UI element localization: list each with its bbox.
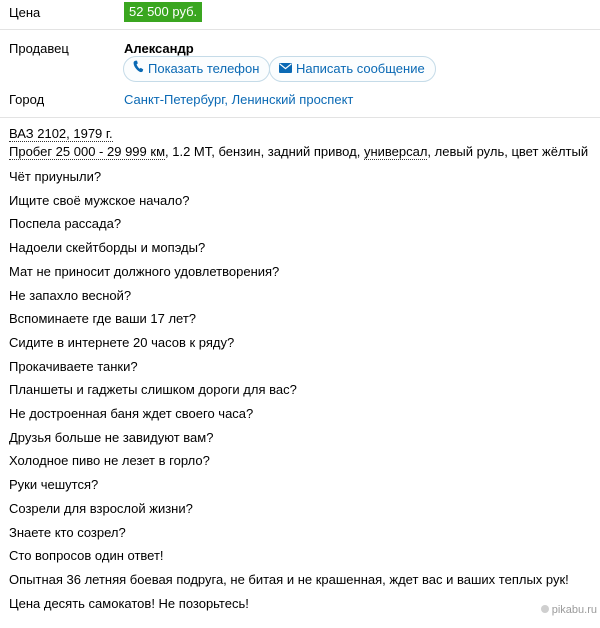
car-mileage: Пробег 25 000 - 29 999 км <box>9 144 165 159</box>
description-line: Не достроенная баня ждет своего часа? <box>9 406 254 421</box>
description-line: Сидите в интернете 20 часов к ряду? <box>9 335 235 350</box>
price-badge: 52 500 руб. <box>124 2 202 22</box>
phone-icon <box>133 57 144 81</box>
write-message-button[interactable] <box>269 56 436 82</box>
city-link[interactable]: Санкт-Петербург, Ленинский проспект <box>124 92 354 107</box>
car-details-b: , левый руль, цвет жёлтый <box>427 144 589 159</box>
description-line: Вспоминаете где ваши 17 лет? <box>9 311 197 326</box>
description-line: Опытная 36 летняя боевая подруга, не битая и не крашенная, ждет вас и ваших теплых рук! <box>9 572 569 587</box>
description-line: Цена десять самокатов! Не позорьтесь! <box>9 596 249 611</box>
divider <box>0 29 600 30</box>
description-line: Поспела рассада? <box>9 216 122 231</box>
car-model <box>9 126 113 141</box>
city-label: Город <box>9 92 45 107</box>
car-body-type: универсал <box>363 144 428 159</box>
description-line: Друзья больше не завидуют вам? <box>9 430 214 445</box>
show-phone-label: Показать телефон <box>148 61 260 76</box>
description-line: Руки чешутся? <box>9 477 99 492</box>
show-phone-button[interactable] <box>123 56 270 82</box>
car-details <box>9 144 588 159</box>
description-line: Прокачиваете танки? <box>9 359 138 374</box>
pikabu-logo-icon <box>541 605 549 613</box>
envelope-icon <box>279 57 292 81</box>
description-line: Не запахло весной? <box>9 288 132 303</box>
car-model-text: ВАЗ 2102, 1979 г. <box>9 126 113 141</box>
car-details-a: , 1.2 MT, бензин, задний привод, <box>165 144 364 159</box>
write-message-label: Написать сообщение <box>296 61 425 76</box>
seller-label: Продавец <box>9 41 69 56</box>
description-line: Знаете кто созрел? <box>9 525 126 540</box>
description-line: Ищите своё мужское начало? <box>9 193 190 208</box>
price-label: Цена <box>9 5 41 20</box>
watermark <box>541 604 597 616</box>
description-line: Планшеты и гаджеты слишком дороги для вас? <box>9 382 297 397</box>
watermark-text: pikabu.ru <box>551 604 597 616</box>
description-line: Надоели скейтборды и мопэды? <box>9 240 206 255</box>
description-line: Мат не приносит должного удовлетворения? <box>9 264 280 279</box>
seller-name: Александр <box>124 41 194 56</box>
description-line: Чёт приуныли? <box>9 169 102 184</box>
divider <box>0 117 600 118</box>
description-line: Холодное пиво не лезет в горло? <box>9 453 210 468</box>
description-line: Сто вопросов один ответ! <box>9 548 164 563</box>
description-line: Созрели для взрослой жизни? <box>9 501 193 516</box>
